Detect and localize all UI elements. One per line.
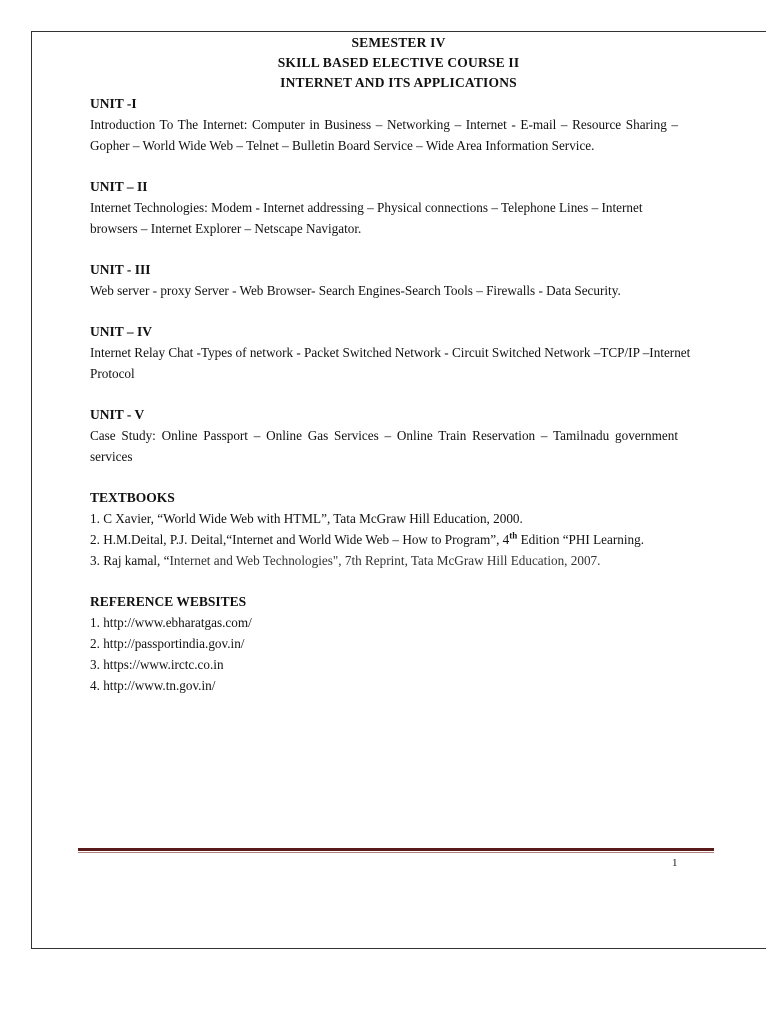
course-type-heading: SKILL BASED ELECTIVE COURSE II — [277, 55, 520, 70]
edition-superscript: th — [509, 530, 518, 541]
textbook-item-1: 1. C Xavier, “World Wide Web with HTML”, Tata McGraw Hill Education, 2000. — [90, 511, 523, 526]
unit-1-section — [90, 94, 678, 156]
unit-1-body: Introduction To The Internet: Computer in Business – Networking – Internet - E-mail – Resource Sharing – Gopher – World Wide Web – Telnet – Bulletin Board Service – Wide Area Information Service. — [90, 117, 678, 153]
semester-heading: SEMESTER IV — [351, 35, 446, 50]
unit-4-section — [90, 322, 691, 384]
unit-2-section — [90, 177, 678, 239]
page-number: 1 — [672, 857, 678, 869]
unit-1-title: UNIT -I — [90, 96, 137, 111]
unit-3-section — [90, 260, 678, 301]
unit-5-body: Case Study: Online Passport – Online Gas Services – Online Train Reservation – Tamilnadu government services — [90, 428, 678, 464]
unit-4-body: Internet Relay Chat -Types of network - Packet Switched Network - Circuit Switched Network –TCP/IP –Internet Protocol — [90, 345, 691, 381]
textbook-item-2-tail: Edition “PHI Learning. — [517, 532, 644, 547]
reference-website-item: 2. http://passportindia.gov.in/ — [90, 636, 245, 651]
unit-3-title: UNIT - III — [90, 262, 151, 277]
textbook-item-3-rest: Internet and Web Technologies", 7th Reprint, Tata McGraw Hill Education, 2007. — [169, 553, 601, 568]
reference-website-item: 3. https://www.irctc.co.in — [90, 657, 224, 672]
document-header — [31, 33, 766, 93]
unit-5-title: UNIT - V — [90, 407, 145, 422]
reference-websites-section — [90, 592, 678, 696]
unit-4-title: UNIT – IV — [90, 324, 153, 339]
textbook-item-3 — [90, 550, 678, 571]
footer-rule — [78, 848, 714, 851]
reference-website-item: 1. http://www.ebharatgas.com/ — [90, 615, 252, 630]
reference-website-item: 4. http://www.tn.gov.in/ — [90, 678, 216, 693]
syllabus-content — [90, 94, 691, 717]
unit-2-body: Internet Technologies: Modem - Internet addressing – Physical connections – Telephone Lines – Internet browsers – Internet Explorer – Netscape Navigator. — [90, 200, 643, 236]
textbook-item-2-text: 2. H.M.Deital, P.J. Deital,“Internet and World Wide Web – How to Program”, 4 — [90, 532, 510, 547]
textbooks-title: TEXTBOOKS — [90, 490, 175, 505]
course-title-heading: INTERNET AND ITS APPLICATIONS — [280, 75, 517, 90]
textbook-item-3-prefix: 3. Raj kamal, “ — [90, 553, 170, 568]
unit-5-section — [90, 405, 678, 467]
textbook-item-2 — [90, 529, 678, 550]
reference-websites-title: REFERENCE WEBSITES — [90, 594, 247, 609]
footer-rule-shadow — [78, 852, 714, 853]
unit-2-title: UNIT – II — [90, 179, 148, 194]
textbooks-section — [90, 488, 678, 571]
unit-3-body: Web server - proxy Server - Web Browser- Search Engines-Search Tools – Firewalls - Data Security. — [90, 283, 621, 298]
